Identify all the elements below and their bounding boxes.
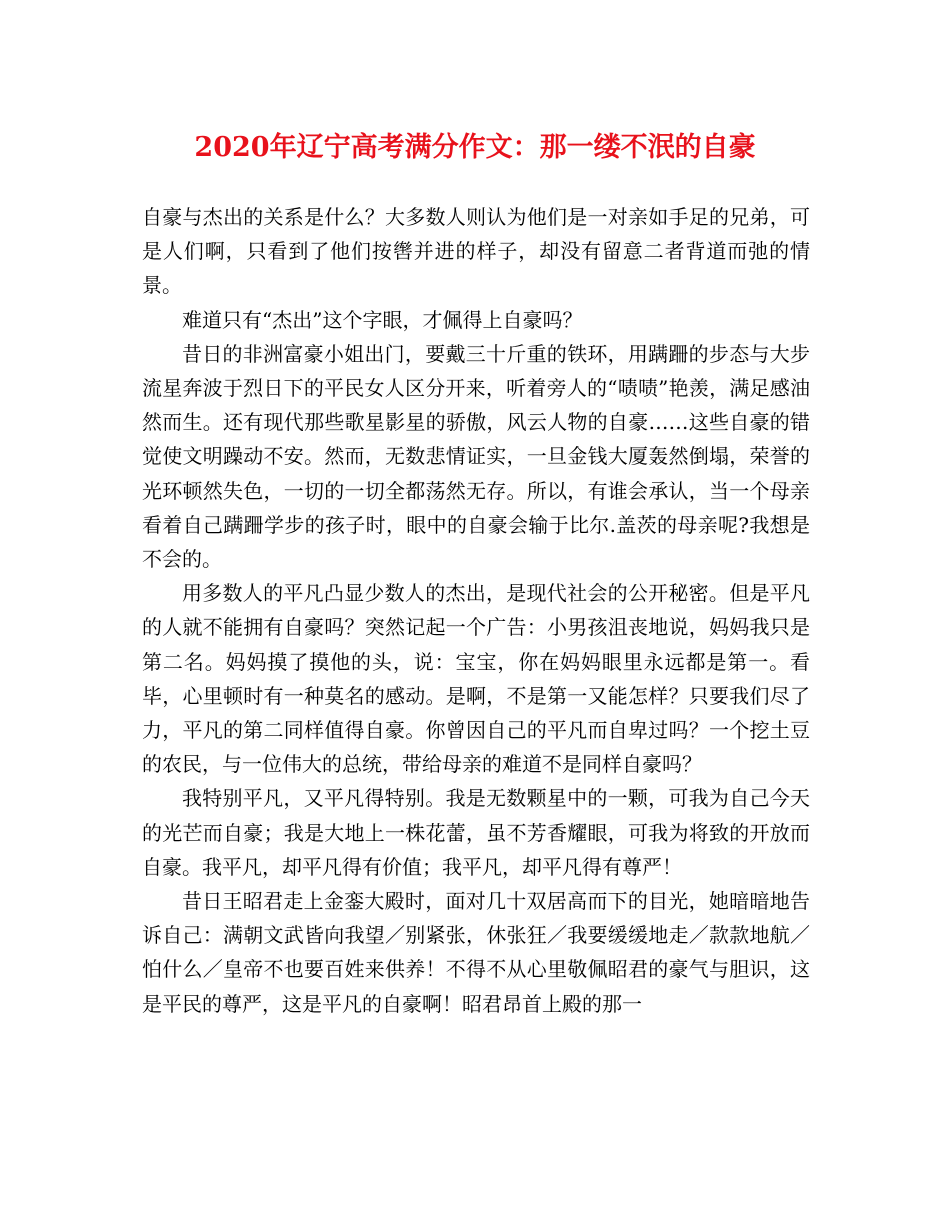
- paragraph: 用多数人的平凡凸显少数人的杰出，是现代社会的公开秘密。但是平凡的人就不能拥有自豪吗？突然记起一个广告：小男孩沮丧地说，妈妈我只是第二名。妈妈摸了摸他的头，说：宝宝，你在妈妈眼里永远都是第一。看毕，心里顿时有一种莫名的感动。是啊，不是第一又能怎样？只要我们尽了力，平凡的第二同样值得自豪。你曾因自己的平凡而自卑过吗？一个挖土豆的农民，与一位伟大的总统，带给母亲的难道不是同样自豪吗？: [142, 581, 810, 777]
- paragraph: 昔日王昭君走上金銮大殿时，面对几十双居高而下的目光，她暗暗地告诉自己：满朝文武皆向我望／别紧张，休张狂／我要缓缓地走／款款地航／怕什么／皇帝不也要百姓来供养！不得不从心里敬佩昭君的豪气与胆识，这是平民的尊严，这是平凡的自豪啊！昭君昂首上殿的那一: [142, 889, 810, 1016]
- paragraph: 我特别平凡，又平凡得特别。我是无数颗星中的一颗，可我为自己今天的光芒而自豪；我是大地上一株花蕾，虽不芳香耀眼，可我为将致的开放而自豪。我平凡，却平凡得有价值；我平凡，却平凡得有尊严！: [142, 786, 810, 879]
- essay-body: [142, 200, 810, 1021]
- paragraph: 难道只有“杰出”这个字眼，才佩得上自豪吗？: [182, 307, 583, 332]
- paragraph: 自豪与杰出的关系是什么？大多数人则认为他们是一对亲如手足的兄弟，可是人们啊，只看到了他们按辔并进的样子，却没有留意二者背道而弛的情景。: [142, 205, 810, 298]
- paragraph: 昔日的非洲富豪小姐出门，要戴三十斤重的铁环，用蹒跚的步态与大步流星奔波于烈日下的平民女人区分开来，听着旁人的“啧啧”艳羡，满足感油然而生。还有现代那些歌星影星的骄傲，风云人物的自豪……这些自豪的错觉使文明躁动不安。然而，无数悲情证实，一旦金钱大厦轰然倒塌，荣誉的光环顿然失色，一切的一切全都荡然无存。所以，有谁会承认，当一个母亲看着自己蹒跚学步的孩子时，眼中的自豪会输于比尔.盖茨的母亲呢?我想是不会的。: [142, 341, 810, 572]
- document-title: 2020年辽宁高考满分作文：那一缕不泯的自豪: [194, 132, 756, 163]
